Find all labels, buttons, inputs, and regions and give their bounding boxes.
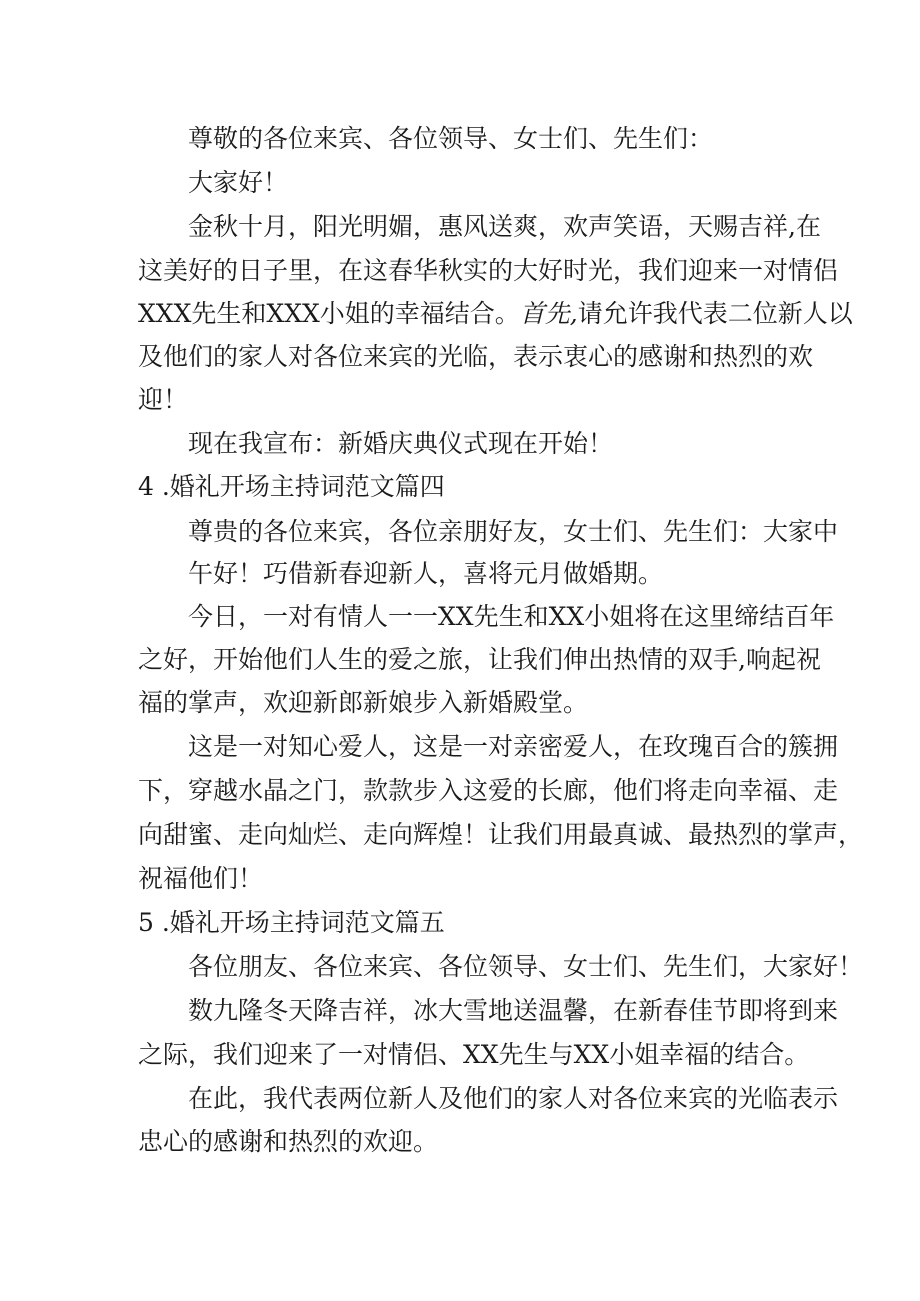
paragraph-line <box>138 297 853 331</box>
emphasis-text: 首先, <box>519 299 578 328</box>
paragraph-line: 午好！巧借新春迎新人，喜将元月做婚期。 <box>188 559 664 588</box>
paragraph-text: 请允许我代表二位新人以 <box>577 299 853 328</box>
greeting-line: 尊敬的各位来宾、各位领导、女士们、先生们： <box>188 124 714 153</box>
paragraph-line: 向甜蜜、走向灿烂、走向辉煌！让我们用最真诚、最热烈的掌声， <box>138 820 864 849</box>
paragraph-line: 下，穿越水晶之门，款款步入这爱的长廊，他们将走向幸福、走 <box>138 776 839 805</box>
paragraph-line: 迎！ <box>138 385 189 414</box>
paragraph-line: 数九隆冬天降吉祥，冰大雪地送温馨，在新春佳节即将到来 <box>188 996 839 1025</box>
paragraph-text: XXX先生和XXX小姐的幸福结合。 <box>138 299 520 328</box>
hello-line: 大家好！ <box>188 168 289 197</box>
paragraph-line: 金秋十月，阳光明媚，惠风送爽，欢声笑语，天赐吉祥,在 <box>188 212 821 241</box>
paragraph-line: 之际，我们迎来了一对情侣、XX先生与XX小姐幸福的结合。 <box>138 1040 810 1069</box>
paragraph-line: 这是一对知心爱人，这是一对亲密爱人，在玫瑰百合的簇拥 <box>188 732 839 761</box>
paragraph-line: 今日，一对有情人一一XX先生和XX小姐将在这里缔结百年 <box>188 602 835 631</box>
paragraph-line: 在此，我代表两位新人及他们的家人对各位来宾的光临表示 <box>188 1084 839 1113</box>
section-heading: 4 .婚礼开场主持词范文篇四 <box>138 472 445 501</box>
paragraph-line: 各位朋友、各位来宾、各位领导、女士们、先生们，大家好！ <box>188 952 864 981</box>
section-heading: 5 .婚礼开场主持词范文篇五 <box>138 908 445 937</box>
paragraph-line: 尊贵的各位来宾，各位亲朋好友，女士们、先生们：大家中 <box>188 517 839 546</box>
paragraph-line: 忠心的感谢和热烈的欢迎。 <box>138 1127 439 1156</box>
paragraph-line: 福的掌声，欢迎新郎新娘步入新婚殿堂。 <box>138 688 589 717</box>
paragraph-line: 之好，开始他们人生的爱之旅，让我们伸出热情的双手,响起祝 <box>138 645 821 674</box>
paragraph-line: 及他们的家人对各位来宾的光临，表示衷心的感谢和热烈的欢 <box>138 342 814 371</box>
announcement-line: 现在我宣布：新婚庆典仪式现在开始！ <box>188 429 614 458</box>
paragraph-line: 这美好的日子里，在这春华秋实的大好时光，我们迎来一对情侣 <box>138 256 839 285</box>
paragraph-line: 祝福他们！ <box>138 864 264 893</box>
